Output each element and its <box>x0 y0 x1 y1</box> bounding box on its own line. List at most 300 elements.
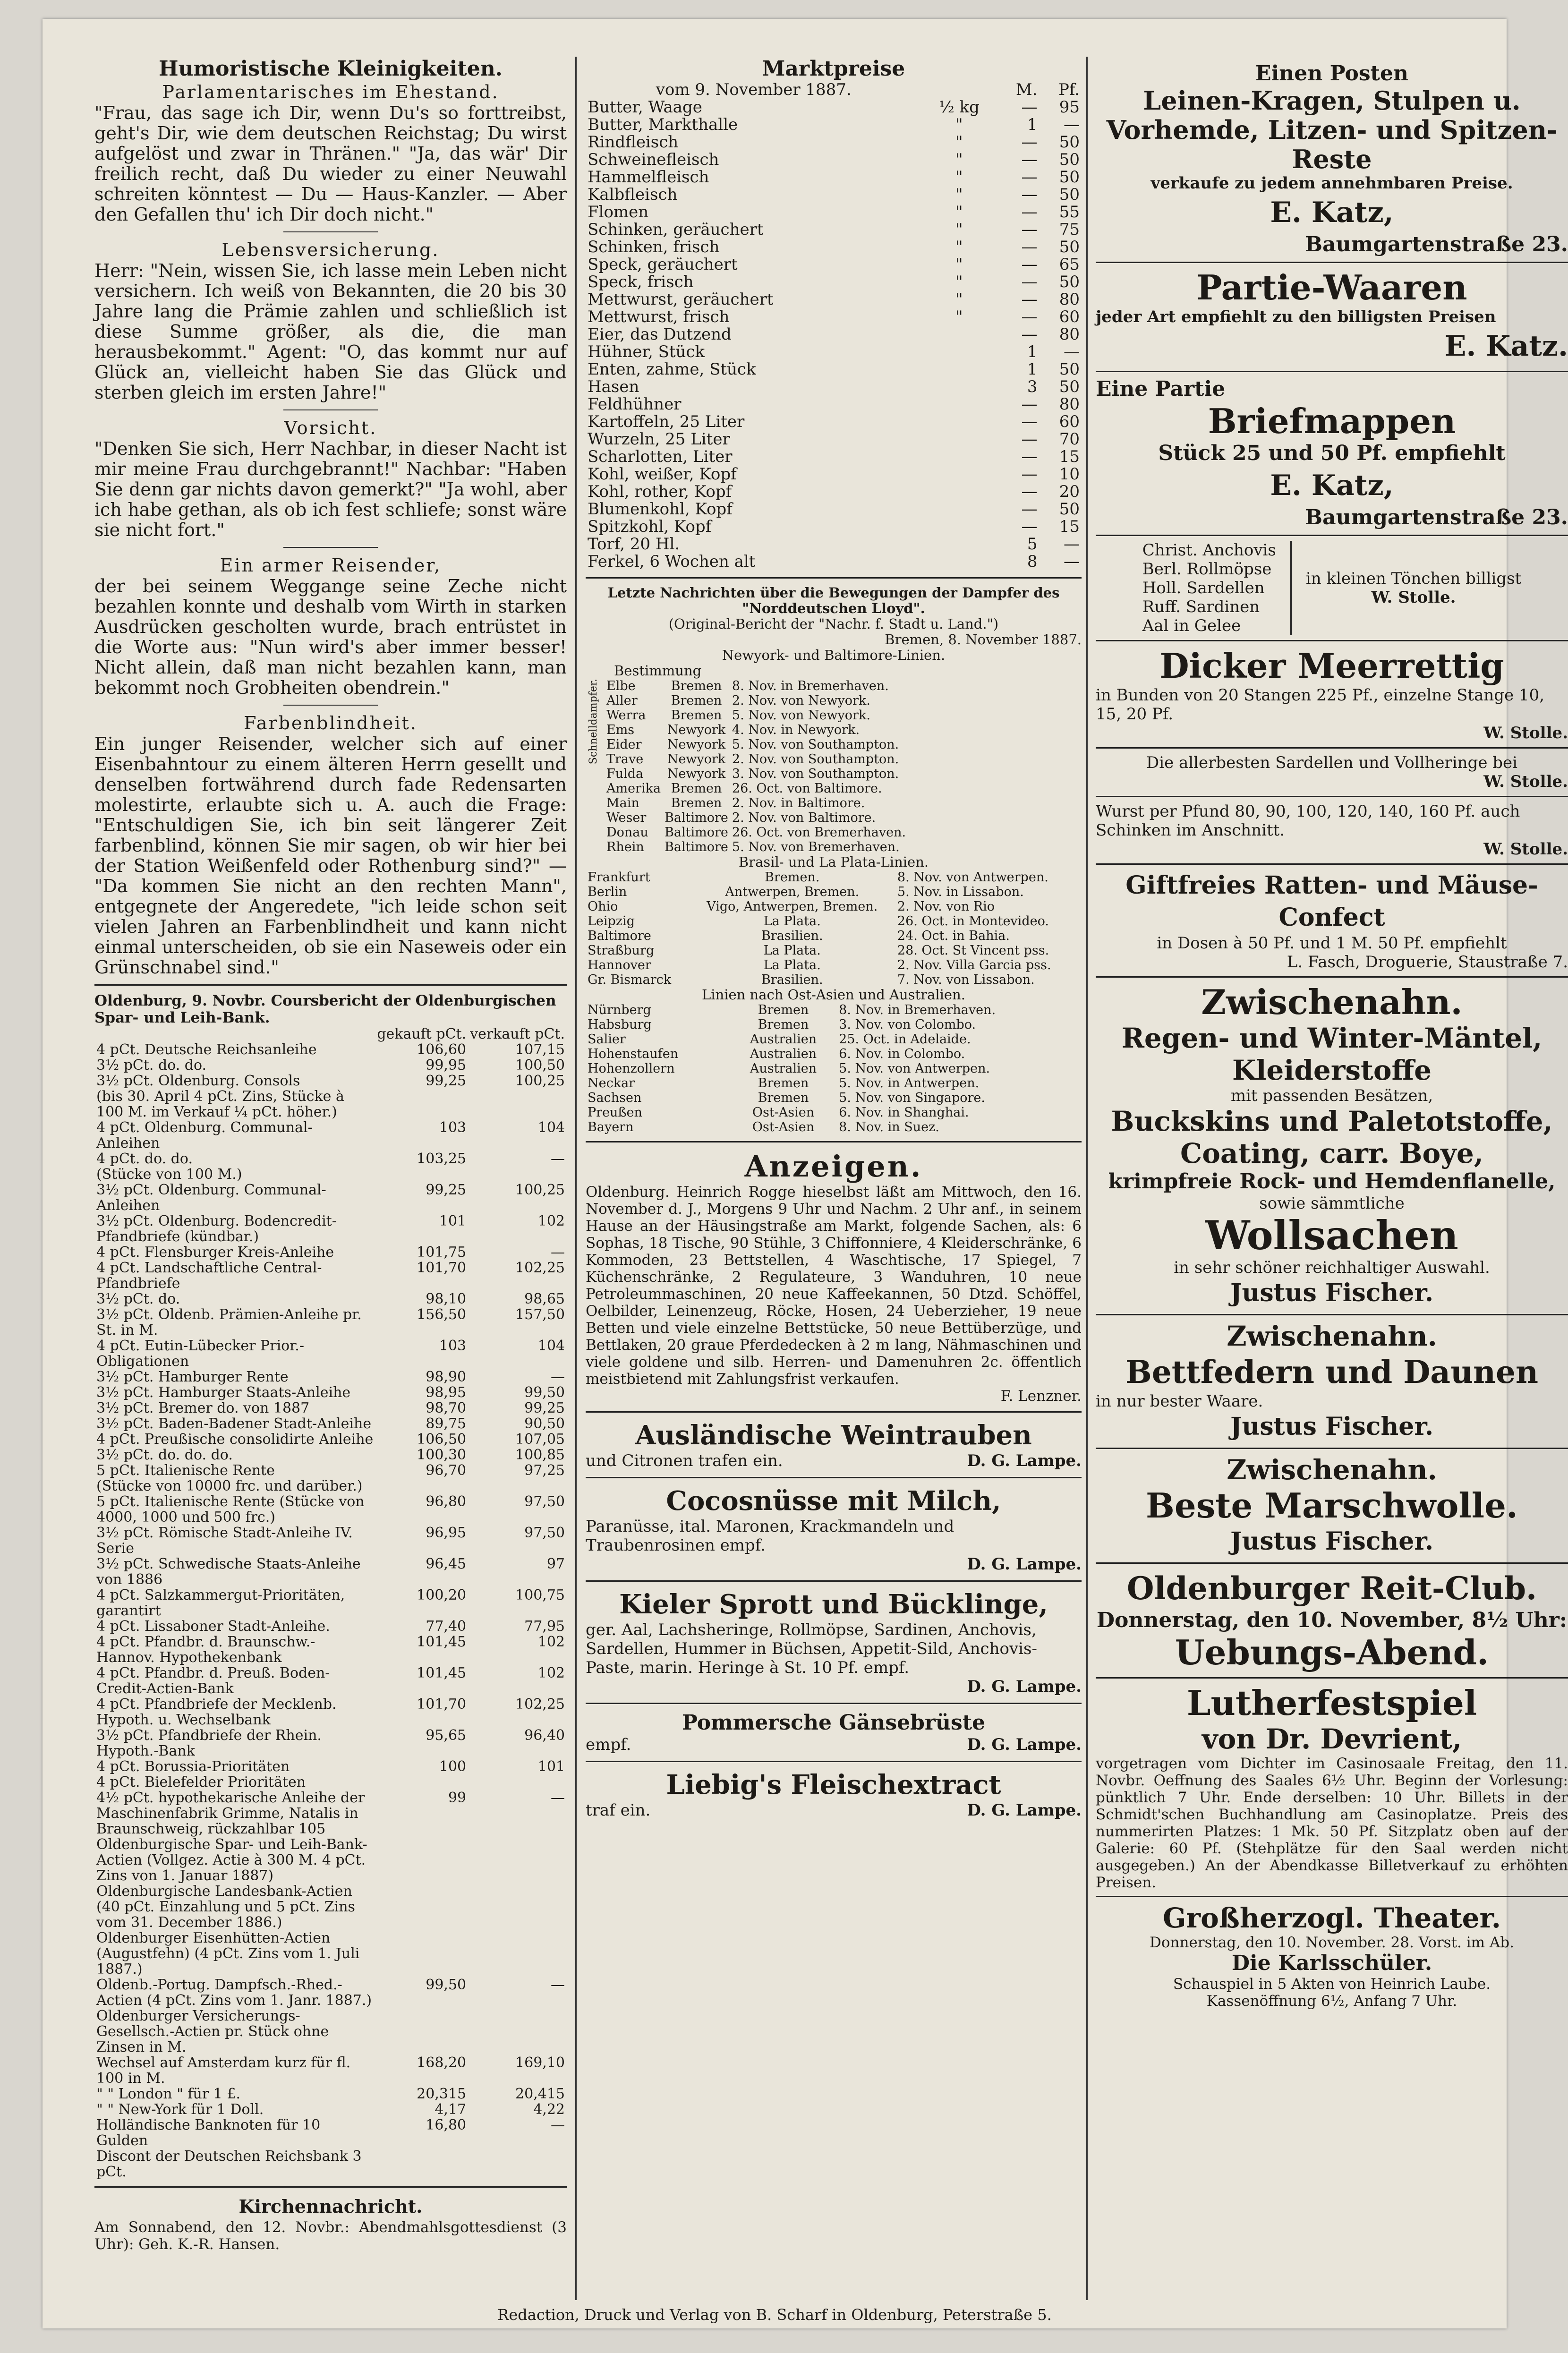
table-cell: 100,25 <box>515 1073 565 1089</box>
table-cell: 77,95 <box>524 1618 565 1635</box>
ad-text: Paranüsse, ital. Maronen, Krackmandeln und Traubenrosinen empf. <box>586 1517 954 1555</box>
table-cell: Speck, geräuchert <box>588 255 738 274</box>
table-row <box>586 466 1082 483</box>
table-cell: Neckar <box>588 1076 635 1091</box>
table-cell: Bremen <box>671 781 722 796</box>
table-cell: Eier, das Dutzend <box>588 325 732 344</box>
divider <box>94 2186 567 2188</box>
table-cell: Amerika <box>606 781 661 796</box>
table-cell: — <box>551 1369 565 1385</box>
table-cell: 97 <box>546 1556 565 1572</box>
table-cell: 96,45 <box>426 1556 467 1572</box>
table-cell: Frankfurt <box>588 870 650 885</box>
table-cell: 106,50 <box>417 1431 467 1448</box>
ad-signature: W. Stolle. <box>1371 588 1456 607</box>
table-cell: 3½ pCt. Pfandbriefe der Rhein. Hypoth.-Bank <box>96 1727 322 1759</box>
table-cell: " " New-York für 1 Doll. <box>96 2101 264 2118</box>
table-cell: Bremen. <box>765 870 820 885</box>
table-row <box>94 1728 567 1759</box>
table-cell: 99,50 <box>524 1384 565 1401</box>
table-cell: 50 <box>1059 150 1080 169</box>
table-cell: 28. Oct. St Vincent pss. <box>897 943 1049 958</box>
ad-address: Baumgartenstraße 23. <box>1304 505 1568 529</box>
table-cell: Wurzeln, 25 Liter <box>588 430 730 449</box>
ads-title: Anzeigen. <box>744 1149 923 1184</box>
table-cell: Habsburg <box>588 1017 652 1032</box>
table-row <box>586 1076 1082 1091</box>
table-cell: 3½ pCt. do. do. do. <box>96 1447 233 1463</box>
ad-text: sowie sämmtliche <box>1259 1194 1405 1213</box>
table-cell <box>921 396 997 413</box>
table-row <box>605 810 908 825</box>
table-cell: 96,70 <box>426 1462 467 1479</box>
divider <box>586 1141 1082 1142</box>
table-cell: Nürnberg <box>588 1003 651 1017</box>
table-cell <box>375 1930 468 1977</box>
table-cell: 4 pCt. do. do. <box>96 1151 193 1167</box>
table-cell: 96,95 <box>426 1525 467 1541</box>
table-cell <box>921 361 997 378</box>
table-cell: 102,25 <box>515 1696 565 1713</box>
table-cell: 3½ pCt. Römische Stadt-Anleihe IV. Serie <box>96 1525 353 1557</box>
ad-signature: E. Katz, <box>1270 469 1394 502</box>
table-row <box>586 134 1082 151</box>
ad-text: und Citronen trafen ein. <box>586 1451 783 1470</box>
table-cell: Newyork <box>667 752 726 767</box>
table-row <box>94 1089 567 1120</box>
table-row <box>586 1047 1082 1061</box>
table-cell: Baltimore <box>665 840 728 854</box>
table-cell: 100,50 <box>515 1057 565 1074</box>
table-cell: — <box>1021 238 1038 256</box>
separator <box>283 231 378 232</box>
table-cell: 4 pCt. Preußische consolidirte Anleihe <box>96 1431 374 1448</box>
table-cell: Ferkel, 6 Wochen alt <box>588 552 756 571</box>
table-row <box>94 1073 567 1089</box>
table-cell: — <box>1021 307 1038 326</box>
table-cell: 100,85 <box>515 1447 565 1463</box>
auction-text: Oldenburg. Heinrich Rogge hieselbst läßt am Mittwoch, den 16. November d. J., Morgens 9 Uhr und Nachm. 2 Uhr anf., in seinem Hause an der Häusingstraße am Markt, folgende Sachen, als: 6 Sophas, 18 Tische, 90 Stühle, 3 Chiffonniere, 4 Kleiderschränke, 6 Kommoden, 23 Bettstellen, 4 Waschtische, 17 Spiegel, 7 Küchenschränke, 2 Regulateure, 3 Wanduhren, 10 neue Petroleummaschinen, 20 neue Kaffeekannen, 50 Dtzd. Schöffel, Oelbilder, Leinenzeug, Röcke, Hosen, 24 Ueberzieher, 19 neue Betten und viele einzelne Bettstücke, 50 neue Bettüberzüge, und Bettlaken, 20 graue Pferdedecken à 2 m lang, Nähmaschinen und viele goldene und silb. Herren- und Damenuhren 2c. öffentlich meistbietend mit Zahlungsfrist verkaufen. <box>586 1184 1082 1388</box>
anecdote-title: Farbenblindheit. <box>244 713 418 733</box>
table-cell: 1 <box>1027 342 1038 361</box>
ad-text: jeder Art empfiehlt zu den billigsten Preisen <box>1096 307 1496 326</box>
table-cell: Straßburg <box>588 943 655 958</box>
table-cell: Mettwurst, geräuchert <box>588 290 774 309</box>
separator <box>283 409 378 410</box>
table-cell: 20 <box>1059 482 1080 501</box>
table-cell: Torf, 20 Hl. <box>588 535 680 554</box>
ad-headline: Kieler Sprott und Bücklinge, <box>619 1589 1048 1620</box>
table-cell: 4 pCt. Pfandbriefe der Mecklenb. Hypoth. u. Wechselbank <box>96 1696 337 1728</box>
destination-header: Bestimmung <box>614 663 702 679</box>
table-cell: La Plata. <box>763 943 821 958</box>
table-cell <box>921 378 997 396</box>
table-row <box>586 943 1082 958</box>
table-cell: 50 <box>1059 185 1080 204</box>
anecdote-title: Lebensversicherung. <box>222 239 440 260</box>
table-cell: Ost-Asien <box>752 1120 815 1134</box>
table-cell: La Plata. <box>763 958 821 972</box>
course-report-title: Oldenburg, 9. Novbr. Coursbericht der Oldenburgischen Spar- und Leih-Bank. <box>94 992 556 1026</box>
ad-signature: D. G. Lampe. <box>967 1735 1082 1754</box>
table-row <box>586 343 1082 361</box>
fish-item: Holl. Sardellen <box>1142 579 1265 597</box>
ad-headline: Regen- und Winter-Mäntel, <box>1121 1022 1542 1054</box>
table-cell: Australien <box>750 1032 817 1047</box>
table-cell: Scharlotten, Liter <box>588 447 733 466</box>
table-cell: 4,17 <box>435 2101 467 2118</box>
table-cell: Holländische Banknoten für 10 Gulden <box>96 2117 321 2149</box>
table-cell: Newyork <box>667 767 726 781</box>
table-cell: 168,20 <box>417 2055 467 2071</box>
table-cell: Spitzkohl, Kopf <box>588 517 712 536</box>
table-cell: Hohenzollern <box>588 1061 675 1076</box>
table-cell: — <box>1021 290 1038 309</box>
table-row <box>586 99 1082 116</box>
table-cell: 3½ pCt. do. <box>96 1291 180 1307</box>
table-cell: 26. Oct. in Montevideo. <box>897 914 1049 929</box>
table-cell: Oldenburgische Spar- und Leih-Bank-Actien (Vollgez. Actie à 300 M. 4 pCt. Zins von 1. Januar 1887) <box>96 1836 367 1884</box>
ad-lutherfestspiel <box>1096 1679 1568 1897</box>
table-cell: 100,75 <box>515 1587 565 1603</box>
table-cell: " <box>955 307 963 326</box>
ny-table <box>605 679 908 854</box>
table-row <box>605 723 908 737</box>
divider <box>586 577 1082 579</box>
ad-stolle-fish <box>1096 536 1568 641</box>
table-cell: — <box>1021 98 1038 117</box>
table-cell: Leipzig <box>588 914 635 929</box>
ad-text: in kleinen Tönchen billigst <box>1305 569 1522 588</box>
table-cell: 3½ pCt. Oldenb. Prämien-Anleihe pr. St. in M. <box>96 1306 362 1338</box>
table-row <box>94 2148 567 2180</box>
ad-signature: D. G. Lampe. <box>967 1801 1082 1820</box>
column-left <box>94 57 567 2310</box>
table-cell: " <box>955 273 963 291</box>
table-cell: 101,70 <box>417 1696 467 1713</box>
table-cell <box>468 1167 567 1182</box>
table-row <box>586 536 1082 553</box>
ad-headline: Coating, carr. Boye, <box>1180 1137 1483 1169</box>
table-cell: Baltimore <box>665 825 728 840</box>
ad-headline: Wollsachen <box>1205 1212 1458 1259</box>
ad-signature: W. Stolle. <box>1483 724 1568 742</box>
table-cell: 5. Nov. von Bremerhaven. <box>732 840 900 854</box>
table-cell: 4 pCt. Deutsche Reichsanleihe <box>96 1041 317 1058</box>
table-cell: 102 <box>537 1634 565 1650</box>
table-cell: 98,10 <box>426 1291 467 1307</box>
ad-headline: Lutherfestspiel <box>1186 1683 1477 1723</box>
ad-headline: Partie-Waaren <box>1196 267 1467 307</box>
table-cell: Ost-Asien <box>752 1105 815 1120</box>
table-cell: 99,25 <box>524 1400 565 1416</box>
table-cell <box>468 1089 567 1120</box>
table-cell: 15 <box>1059 517 1080 536</box>
table-cell: 89,75 <box>426 1415 467 1432</box>
table-row <box>605 737 908 752</box>
ad-headline: krimpfreie Rock- und Hemdenflanelle, <box>1108 1169 1556 1194</box>
ad-text: Stück 25 und 50 Pf. empfiehlt <box>1158 441 1506 465</box>
table-row <box>586 378 1082 396</box>
table-cell: — <box>551 1151 565 1167</box>
table-row <box>586 308 1082 326</box>
table-cell: 3. Nov. von Colombo. <box>839 1017 976 1032</box>
table-cell: 24. Oct. in Bahia. <box>897 929 1010 943</box>
ad-katz-partie <box>1096 263 1568 372</box>
table-cell: 50 <box>1059 377 1080 396</box>
table-row <box>586 553 1082 571</box>
table-row <box>94 1432 567 1447</box>
table-cell: Fulda <box>606 767 644 781</box>
table-cell: 3½ pCt. do. do. <box>96 1057 207 1074</box>
ad-text: in nur bester Waare. <box>1096 1392 1263 1411</box>
table-row <box>586 1003 1082 1017</box>
table-cell: Mettwurst, frisch <box>588 307 730 326</box>
table-cell: 104 <box>537 1338 565 1354</box>
table-cell: — <box>1021 273 1038 291</box>
table-cell: 25. Oct. in Adelaide. <box>839 1032 971 1047</box>
table-cell: Schinken, frisch <box>588 238 720 256</box>
table-cell: 60 <box>1059 412 1080 431</box>
table-row <box>586 169 1082 186</box>
ad-signature: D. G. Lampe. <box>967 1677 1082 1696</box>
table-row <box>94 1697 567 1728</box>
table-cell: 101 <box>537 1758 565 1775</box>
table-cell: 99,50 <box>426 1977 467 1993</box>
table-cell: 98,90 <box>426 1369 467 1385</box>
table-cell: 8. Nov. in Suez. <box>839 1120 939 1134</box>
fish-item: Berl. Rollmöpse <box>1142 560 1272 579</box>
table-cell: " <box>955 255 963 274</box>
table-cell: 97,50 <box>524 1493 565 1510</box>
market-title: Marktpreise <box>762 57 905 81</box>
table-row <box>586 326 1082 343</box>
ad-stolle-meerrettig <box>1096 641 1568 749</box>
ad-stolle-sardellen <box>1096 749 1568 797</box>
table-row <box>605 825 908 840</box>
anecdote-text: der bei seinem Weggange seine Zeche nicht bezahlen konnte und deshalb vom Wirth in starken Ausdrücken gescholten wurde, brach entrüstet in die Worte aus: "Nun wird's aber immer besser! Nicht allein, daß man nicht bezahlen kann, man bekommt noch Grobheiten obendrein." <box>94 576 567 698</box>
table-cell: 6. Nov. in Colombo. <box>839 1047 965 1061</box>
table-cell: Hühner, Stück <box>588 342 705 361</box>
table-cell: 103,25 <box>417 1151 467 1167</box>
table-cell: 3½ pCt. Oldenburg. Communal-Anleihen <box>96 1182 326 1214</box>
table-cell: — <box>1021 185 1038 204</box>
table-cell: 102 <box>537 1213 565 1229</box>
table-row <box>586 396 1082 413</box>
ad-katz-briefmappen <box>1096 372 1568 536</box>
table-cell: 107,15 <box>515 1041 565 1058</box>
table-cell: Salier <box>588 1032 626 1047</box>
table-cell <box>468 2148 567 2180</box>
table-cell: 80 <box>1059 395 1080 414</box>
table-row <box>94 1478 567 1494</box>
table-cell: 4,22 <box>533 2101 565 2118</box>
table-cell <box>375 2148 468 2180</box>
table-cell: Hohenstaufen <box>588 1047 679 1061</box>
anecdote-title: Vorsicht. <box>284 418 377 438</box>
table-cell <box>921 536 997 553</box>
divider <box>586 1580 1082 1582</box>
table-cell <box>375 1774 468 1790</box>
table-cell: " <box>955 290 963 309</box>
table-cell <box>921 448 997 466</box>
table-row <box>94 2055 567 2086</box>
ad-fischer-marschwolle <box>1096 1449 1568 1564</box>
table-cell: Sachsen <box>588 1091 642 1105</box>
table-cell: 96,40 <box>524 1727 565 1744</box>
table-cell: 2. Nov. von Rio <box>897 899 995 914</box>
table-row <box>605 708 908 723</box>
table-row <box>605 752 908 767</box>
ad-signature: W. Stolle. <box>1483 840 1568 859</box>
ad-text: Die allerbesten Sardellen und Vollheringe bei <box>1146 753 1518 772</box>
table-row <box>94 1416 567 1432</box>
table-cell: Bremen <box>671 693 722 708</box>
table-cell: Gr. Bismarck <box>588 972 672 987</box>
table-cell: 3½ pCt. Baden-Badener Stadt-Anleihe <box>96 1415 372 1432</box>
table-cell: Hammelfleisch <box>588 168 709 187</box>
table-row <box>586 958 1082 972</box>
table-cell: Australien <box>750 1047 817 1061</box>
table-cell: 5. Nov. von Antwerpen. <box>839 1061 990 1076</box>
lloyd-title: Letzte Nachrichten über die Bewegungen der Dampfer des "Norddeutschen Lloyd". <box>607 585 1060 616</box>
table-cell: 95,65 <box>426 1727 467 1744</box>
table-cell: Butter, Waage <box>588 98 702 117</box>
table-header: gekauft pCt. <box>377 1026 467 1042</box>
ad-headline: Beste Marschwolle. <box>1146 1485 1518 1526</box>
table-row <box>586 239 1082 256</box>
ny-block <box>586 679 1082 854</box>
ad-katz-collars <box>1096 57 1568 263</box>
table-cell: Brasilien. <box>761 929 823 943</box>
ad-signature: Justus Fischer. <box>1230 1279 1434 1307</box>
ad-text: empf. <box>586 1735 631 1754</box>
table-cell: 60 <box>1059 307 1080 326</box>
table-cell: 65 <box>1059 255 1080 274</box>
table-row <box>586 186 1082 204</box>
table-cell <box>921 483 997 501</box>
table-cell: — <box>1021 133 1038 152</box>
ny-lines-title: Newyork- und Baltimore-Linien. <box>722 647 946 663</box>
table-row <box>586 914 1082 929</box>
ad-signature: D. G. Lampe. <box>967 1555 1082 1574</box>
table-cell <box>921 326 997 343</box>
ad-text: verkaufe zu jedem annehmbaren Preise. <box>1150 174 1513 193</box>
table-cell: 99,25 <box>426 1182 467 1198</box>
ad-headline: von Dr. Devrient, <box>1202 1723 1462 1755</box>
table-cell: Ems <box>606 723 635 737</box>
table-cell: Speck, frisch <box>588 273 694 291</box>
ad-fischer-bettfedern <box>1096 1315 1568 1449</box>
table-cell <box>921 431 997 448</box>
table-cell <box>921 413 997 431</box>
table-cell: 4 pCt. Borussia-Prioritäten <box>96 1758 290 1775</box>
ad-text: traf ein. <box>586 1801 651 1820</box>
table-row <box>94 1759 567 1774</box>
table-cell: 3. Nov. von Southampton. <box>732 767 899 781</box>
table-cell: 102 <box>537 1665 565 1681</box>
table-cell: Hasen <box>588 377 639 396</box>
table-cell: 50 <box>1059 360 1080 379</box>
table-row <box>586 151 1082 169</box>
table-cell: Kohl, weißer, Kopf <box>588 465 737 484</box>
column-right <box>1096 57 1568 2310</box>
table-cell: 100,30 <box>417 1447 467 1463</box>
table-row <box>586 221 1082 239</box>
table-cell: 90,50 <box>524 1415 565 1432</box>
table-cell <box>921 466 997 483</box>
table-cell: Preußen <box>588 1105 642 1120</box>
table-row <box>94 1930 567 1977</box>
table-cell: 16,80 <box>426 2117 467 2133</box>
table-cell: — <box>1021 395 1038 414</box>
table-header: verkauft pCt. <box>470 1026 565 1042</box>
fish-right <box>1292 569 1521 607</box>
table-cell: Werra <box>606 708 646 723</box>
table-cell: 4 pCt. Oldenburg. Communal-Anleihen <box>96 1119 313 1151</box>
table-cell: Butter, Markthalle <box>588 115 738 134</box>
table-cell: 1 <box>1027 360 1038 379</box>
fish-item: Aal in Gelee <box>1142 616 1241 635</box>
table-cell: — <box>1021 465 1038 484</box>
table-row <box>94 2008 567 2055</box>
table-cell <box>375 1167 468 1182</box>
separator <box>283 705 378 706</box>
table-cell <box>375 1478 468 1494</box>
table-cell: Wechsel auf Amsterdam kurz für fl. 100 in M. <box>96 2055 351 2087</box>
table-cell: — <box>551 1244 565 1261</box>
table-row <box>94 1447 567 1463</box>
ad-headline: Briefmappen <box>1208 401 1456 441</box>
table-cell: Bremen <box>758 1017 809 1032</box>
brasil-lines-title: Brasil- und La Plata-Linien. <box>738 854 929 870</box>
newspaper-page <box>43 19 1568 2328</box>
table-cell: Schweinefleisch <box>588 150 719 169</box>
table-cell: 99 <box>448 1790 467 1806</box>
ad-signature: L. Fasch, Droguerie, Staustraße 7. <box>1287 953 1568 972</box>
table-cell: " " London " für 1 £. <box>96 2086 240 2102</box>
table-row <box>94 1525 567 1556</box>
table-row <box>586 291 1082 308</box>
ad-headline: Oldenburger Reit-Club. <box>1127 1570 1537 1607</box>
table-cell: — <box>551 1790 565 1806</box>
table-cell: 1 <box>1027 115 1038 134</box>
asia-lines-title: Linien nach Ost-Asien und Australien. <box>702 987 965 1003</box>
table-row <box>586 518 1082 536</box>
table-cell: — <box>1021 517 1038 536</box>
table-cell: 103 <box>439 1119 467 1136</box>
table-row <box>586 483 1082 501</box>
table-cell: Newyork <box>667 737 726 752</box>
table-row <box>94 1260 567 1291</box>
ad-signature: Justus Fischer. <box>1230 1527 1434 1556</box>
table-cell: — <box>1021 412 1038 431</box>
anecdote-title: Ein armer Reisender, <box>220 555 442 576</box>
imprint-footer: Redaction, Druck und Verlag von B. Scharf in Oldenburg, Peterstraße 5. <box>497 2306 1052 2324</box>
table-cell: 4. Nov. in Newyork. <box>732 723 860 737</box>
table-cell: 5. Nov. von Newyork. <box>732 708 870 723</box>
table-cell: 50 <box>1059 238 1080 256</box>
ad-text: in sehr schöner reichhaltiger Auswahl. <box>1174 1258 1490 1277</box>
table-row <box>94 1369 567 1385</box>
table-cell: — <box>1021 220 1038 239</box>
table-row <box>94 1619 567 1634</box>
table-row <box>94 1385 567 1400</box>
table-row <box>94 1042 567 1057</box>
ad-text: Donnerstag, den 10. November, 8½ Uhr: <box>1096 1608 1568 1632</box>
table-cell: 5 pCt. Italienische Rente (Stücke von 4000, 1000 und 500 frc.) <box>96 1493 365 1526</box>
table-row <box>94 2117 567 2148</box>
